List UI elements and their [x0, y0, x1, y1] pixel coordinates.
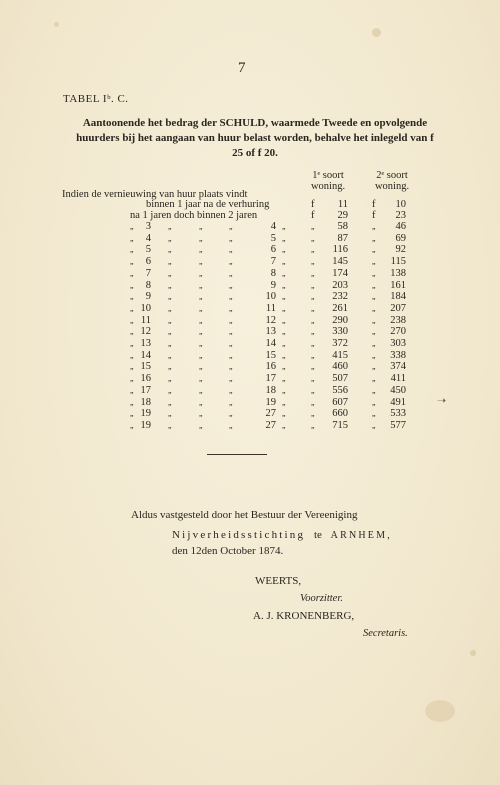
row-from-year: 9	[145, 291, 151, 303]
ditto-mark: „	[168, 327, 172, 337]
society-name: Nijverheidsstichting	[172, 529, 306, 541]
table-row	[0, 350, 500, 361]
footer-line-2	[172, 529, 392, 541]
ditto-mark: „	[282, 292, 286, 302]
row-from-year: 13	[140, 338, 151, 349]
ditto-mark: „	[199, 315, 203, 325]
amount-second-type: 374	[390, 361, 406, 373]
ditto-mark: „	[282, 362, 286, 372]
amount-second-type: 338	[390, 349, 406, 361]
ditto-mark: „	[282, 339, 286, 348]
ditto-mark: „	[311, 374, 315, 384]
table-row	[0, 326, 500, 337]
amount-second-type: 115	[390, 256, 406, 268]
table-row	[0, 397, 500, 408]
ditto-mark: „	[282, 397, 286, 407]
row-from-year: 12	[140, 326, 151, 338]
ditto-mark: „	[130, 257, 134, 267]
ditto-mark: „	[130, 292, 134, 302]
ditto-mark: „	[372, 315, 376, 325]
amount-first-type: 29	[337, 210, 348, 221]
ditto-mark: „	[199, 350, 203, 360]
row-to-year: 27	[265, 419, 276, 431]
ditto-mark: „	[372, 327, 376, 337]
ditto-mark: „	[372, 339, 376, 348]
ditto-mark: „	[229, 245, 233, 255]
ditto-mark: „	[372, 257, 376, 267]
ditto-mark: „	[229, 233, 233, 243]
table-row-first	[0, 210, 500, 221]
ditto-mark: „	[372, 409, 376, 419]
table-row	[0, 420, 500, 431]
table-row	[0, 221, 500, 232]
footer-date: den 12den October 1874.	[172, 545, 284, 557]
row-from-year: 5	[145, 244, 151, 256]
row-to-year: 14	[265, 338, 276, 349]
ditto-mark: „	[311, 327, 315, 337]
ditto-mark: „	[168, 268, 172, 278]
table-row	[0, 338, 500, 349]
intro-line-2: binnen 1 jaar na de verhuring	[146, 199, 270, 210]
ditto-mark: „	[229, 339, 233, 348]
signatory-secretary: A. J. KRONENBERG,	[253, 610, 355, 622]
ditto-mark: „	[199, 245, 203, 255]
section-divider	[207, 454, 267, 455]
foxing-spot	[470, 650, 476, 656]
amount-first-type: 556	[332, 384, 348, 396]
table-row	[0, 315, 500, 326]
row-to-year: 8	[270, 267, 276, 279]
ditto-mark: „	[372, 420, 376, 430]
ditto-mark: „	[282, 420, 286, 430]
ditto-mark: „	[130, 327, 134, 337]
ditto-mark: „	[372, 268, 376, 278]
amount-first-type: 11	[337, 199, 348, 210]
ditto-mark: „	[282, 350, 286, 360]
table-row	[0, 373, 500, 384]
ditto-mark: „	[130, 385, 134, 395]
amount-first-type: 607	[332, 396, 348, 408]
ditto-mark: „	[229, 280, 233, 290]
ditto-mark: „	[229, 350, 233, 360]
row-to-year: 4	[270, 221, 276, 232]
ditto-mark: „	[282, 257, 286, 267]
table-heading: Aantoonende het bedrag der SCHULD, waarmede Tweede en opvolgende huurders bij het aangaan van huur belast worden, behalve het inlegeld van f 25 of f 20.	[76, 117, 434, 159]
ditto-mark: „	[168, 409, 172, 419]
ditto-mark: „	[311, 409, 315, 419]
foxing-spot	[54, 22, 59, 27]
ditto-mark: „	[282, 385, 286, 395]
ditto-mark: „	[229, 292, 233, 302]
ditto-mark: „	[199, 409, 203, 419]
row-from-year: 8	[145, 279, 151, 291]
currency-mark: f	[372, 199, 376, 210]
table-row	[0, 256, 500, 267]
ditto-mark: „	[311, 292, 315, 302]
ditto-mark: „	[168, 362, 172, 372]
ditto-mark: „	[199, 303, 203, 313]
ditto-mark: „	[199, 420, 203, 430]
amount-second-type: 411	[390, 373, 406, 385]
ditto-mark: „	[282, 222, 286, 231]
table-row	[0, 361, 500, 372]
ditto-mark: „	[130, 233, 134, 243]
page-number: 7	[238, 60, 246, 76]
ditto-mark: „	[168, 374, 172, 384]
city-name: ARNHEM,	[330, 530, 392, 541]
ditto-mark: „	[168, 257, 172, 267]
ditto-mark: „	[168, 233, 172, 243]
ditto-mark: „	[199, 257, 203, 267]
currency-mark: f	[372, 210, 376, 221]
ditto-mark: „	[130, 362, 134, 372]
ditto-mark: „	[229, 315, 233, 325]
amount-first-type: 372	[332, 338, 348, 349]
amount-first-type: 261	[332, 302, 348, 314]
ditto-mark: „	[311, 420, 315, 430]
row-to-year: 9	[270, 279, 276, 291]
amount-first-type: 290	[332, 314, 348, 326]
ditto-mark: „	[229, 327, 233, 337]
ditto-mark: „	[282, 303, 286, 313]
ditto-mark: „	[229, 374, 233, 384]
ditto-mark: „	[168, 315, 172, 325]
row-from-year: 16	[140, 373, 151, 385]
ditto-mark: „	[199, 374, 203, 384]
ditto-mark: „	[372, 350, 376, 360]
table-label: TABEL Iᵇ. C.	[63, 93, 129, 105]
ditto-mark: „	[229, 420, 233, 430]
ditto-mark: „	[199, 385, 203, 395]
ditto-mark: „	[372, 397, 376, 407]
table-row	[0, 233, 500, 244]
amount-first-type: 330	[332, 326, 348, 338]
ditto-mark: „	[199, 268, 203, 278]
row-from-year: 6	[145, 256, 151, 268]
amount-second-type: 92	[395, 244, 406, 256]
ditto-mark: „	[282, 233, 286, 243]
ditto-mark: „	[311, 268, 315, 278]
amount-second-type: 450	[390, 384, 406, 396]
ditto-mark: „	[282, 409, 286, 419]
amount-second-type: 46	[395, 221, 406, 232]
amount-second-type: 184	[390, 291, 406, 303]
row-to-year: 12	[265, 314, 276, 326]
ditto-mark: „	[311, 245, 315, 255]
table-row-intro-values	[0, 199, 500, 210]
currency-mark: f	[311, 210, 315, 221]
ditto-mark: „	[372, 292, 376, 302]
amount-second-type: 69	[395, 232, 406, 244]
ditto-mark: „	[168, 385, 172, 395]
ditto-mark: „	[282, 280, 286, 290]
ditto-mark: „	[168, 339, 172, 348]
ditto-mark: „	[229, 268, 233, 278]
ditto-mark: „	[229, 257, 233, 267]
ditto-mark: „	[372, 385, 376, 395]
amount-second-type: 207	[390, 302, 406, 314]
amount-first-type: 145	[332, 256, 348, 268]
ditto-mark: „	[199, 222, 203, 231]
ditto-mark: „	[311, 397, 315, 407]
ditto-mark: „	[168, 420, 172, 430]
row-to-year: 6	[270, 244, 276, 256]
row-from-year: 3	[145, 221, 151, 232]
ditto-mark: „	[130, 268, 134, 278]
amount-second-type: 533	[390, 408, 406, 420]
ditto-mark: „	[311, 222, 315, 231]
row-to-year: 10	[265, 291, 276, 303]
ditto-mark: „	[229, 397, 233, 407]
row-to-year: 5	[270, 232, 276, 244]
ditto-mark: „	[168, 222, 172, 231]
ditto-mark: „	[311, 362, 315, 372]
ditto-mark: „	[372, 222, 376, 231]
foxing-spot	[425, 700, 455, 722]
amount-second-type: 577	[390, 419, 406, 431]
table-row	[0, 303, 500, 314]
row-from-year: 11	[140, 314, 151, 326]
ditto-mark: „	[130, 420, 134, 430]
ditto-mark: „	[229, 303, 233, 313]
row-to-year: 7	[270, 256, 276, 268]
ditto-mark: „	[311, 350, 315, 360]
row-from-year: 4	[145, 232, 151, 244]
ditto-mark: „	[130, 397, 134, 407]
row-to-year: 17	[265, 373, 276, 385]
ditto-mark: „	[229, 362, 233, 372]
ditto-mark: „	[199, 362, 203, 372]
ditto-mark: „	[130, 374, 134, 384]
row-to-year: 13	[265, 326, 276, 338]
row-from-year: 14	[140, 349, 151, 361]
ditto-mark: „	[130, 315, 134, 325]
amount-first-type: 507	[332, 373, 348, 385]
amount-second-type: 303	[390, 338, 406, 349]
ditto-mark: „	[168, 303, 172, 313]
table-row	[0, 291, 500, 302]
ditto-mark: „	[130, 339, 134, 348]
column-header-second-type: 2ᵉ soort woning.	[374, 170, 410, 192]
ditto-mark: „	[311, 339, 315, 348]
amount-second-type: 238	[390, 314, 406, 326]
amount-first-type: 415	[332, 349, 348, 361]
ditto-mark: „	[199, 327, 203, 337]
row-to-year: 15	[265, 349, 276, 361]
table-row	[0, 268, 500, 279]
ditto-mark: „	[168, 280, 172, 290]
ditto-mark: „	[311, 233, 315, 243]
amount-second-type: 10	[395, 199, 406, 210]
ditto-mark: „	[311, 385, 315, 395]
row-to-year: 16	[265, 361, 276, 373]
intro-line-1: Indien de vernieuwing van huur plaats vindt	[62, 189, 248, 200]
ditto-mark: „	[372, 374, 376, 384]
ditto-mark: „	[168, 292, 172, 302]
ditto-mark: „	[229, 385, 233, 395]
role-secretary: Secretaris.	[363, 628, 408, 639]
ditto-mark: „	[229, 409, 233, 419]
ditto-mark: „	[130, 245, 134, 255]
ditto-mark: „	[199, 292, 203, 302]
ditto-mark: „	[130, 409, 134, 419]
table-row	[0, 244, 500, 255]
amount-second-type: 23	[395, 210, 406, 221]
amount-second-type: 161	[390, 279, 406, 291]
amount-second-type: 270	[390, 326, 406, 338]
table-row	[0, 385, 500, 396]
table-row	[0, 408, 500, 419]
ditto-mark: „	[311, 257, 315, 267]
row-to-year: 19	[265, 396, 276, 408]
amount-first-type: 715	[332, 419, 348, 431]
ditto-mark: „	[372, 245, 376, 255]
ditto-mark: „	[199, 397, 203, 407]
role-chairman: Voorzitter.	[300, 593, 343, 604]
row-to-year: 27	[265, 408, 276, 420]
ditto-mark: „	[372, 280, 376, 290]
row-from-year: 19	[140, 408, 151, 420]
amount-second-type: 138	[390, 267, 406, 279]
row-from-year: 19	[140, 419, 151, 431]
foxing-spot	[372, 28, 381, 37]
row-from-year: 15	[140, 361, 151, 373]
row-to-year: 11	[265, 302, 276, 314]
row-to-year: 18	[265, 384, 276, 396]
ditto-mark: „	[130, 303, 134, 313]
ditto-mark: „	[229, 222, 233, 231]
ditto-mark: „	[311, 303, 315, 313]
ditto-mark: „	[199, 339, 203, 348]
column-header-first-type: 1ᵉ soort woning.	[310, 170, 346, 192]
amount-second-type: 491	[390, 396, 406, 408]
amount-first-type: 87	[337, 232, 348, 244]
row-from-year: 10	[140, 302, 151, 314]
ditto-mark: „	[282, 374, 286, 384]
amount-first-type: 460	[332, 361, 348, 373]
currency-mark: f	[311, 199, 315, 210]
ditto-mark: „	[282, 245, 286, 255]
amount-first-type: 58	[337, 221, 348, 232]
ditto-mark: „	[311, 315, 315, 325]
ditto-mark: „	[311, 280, 315, 290]
row-from-year: 7	[145, 267, 151, 279]
ditto-mark: „	[282, 268, 286, 278]
amount-first-type: 116	[332, 244, 348, 256]
footer-word-te: te	[313, 529, 322, 541]
pencil-mark: ➝	[437, 395, 447, 407]
ditto-mark: „	[199, 233, 203, 243]
row-period-label: na 1 jaren doch binnen 2 jaren	[130, 210, 258, 221]
signatory-chairman: WEERTS,	[255, 575, 302, 587]
amount-first-type: 232	[332, 291, 348, 303]
ditto-mark: „	[130, 280, 134, 290]
ditto-mark: „	[372, 303, 376, 313]
amount-first-type: 174	[332, 267, 348, 279]
amount-first-type: 660	[332, 408, 348, 420]
ditto-mark: „	[130, 350, 134, 360]
ditto-mark: „	[282, 327, 286, 337]
ditto-mark: „	[372, 362, 376, 372]
footer-line-1: Aldus vastgesteld door het Bestuur der Vereeniging	[131, 509, 358, 521]
ditto-mark: „	[282, 315, 286, 325]
ditto-mark: „	[372, 233, 376, 243]
table-row	[0, 280, 500, 291]
ditto-mark: „	[199, 280, 203, 290]
ditto-mark: „	[168, 245, 172, 255]
row-from-year: 17	[140, 384, 151, 396]
ditto-mark: „	[130, 222, 134, 231]
amount-first-type: 203	[332, 279, 348, 291]
ditto-mark: „	[168, 397, 172, 407]
row-from-year: 18	[140, 396, 151, 408]
ditto-mark: „	[168, 350, 172, 360]
